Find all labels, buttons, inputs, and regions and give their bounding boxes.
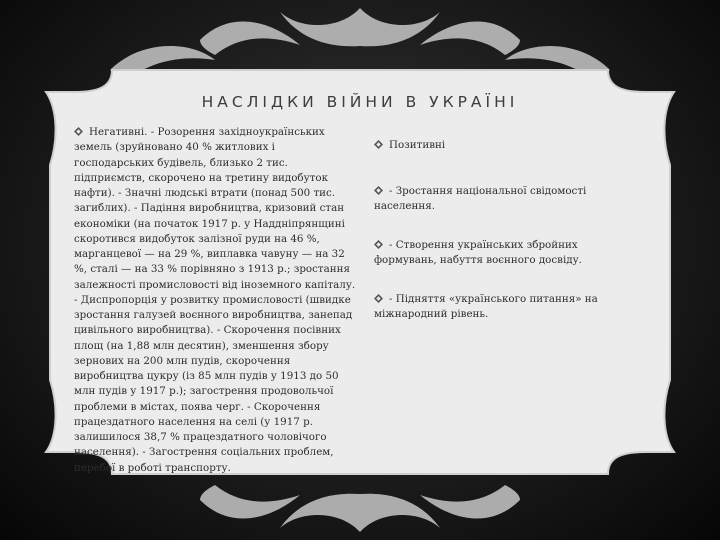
negative-column (74, 125, 356, 476)
positive-item-text: - Підняття «українського питання» на міжнародний рівень. (374, 292, 598, 320)
positive-column (374, 138, 629, 346)
positive-header (374, 138, 629, 154)
negative-label: Негативні. (89, 126, 148, 138)
positive-item-text: - Створення українських збройних формувань, набуття воєнного досвіду. (374, 238, 582, 266)
positive-item (374, 184, 629, 215)
diamond-bullet-icon (374, 186, 383, 195)
negative-text: - Розорення західноукраїнських земель (зруйновано 40 % житлових і господарських будівель, близько 2 тис. підприємств, скорочено на третину видобуток нафти). - Значні людські втрати (понад 500 тис. загиблих). - Падіння виробництва, кризовий стан економіки (на початок 1917 р. у Наддніпрянщині скоротився видобуток залізної руди на 46 %, марганцевої — на 29 %, виплавка чавуну — на 32 %, сталі — на 33 % порівняно з 1913 р.; зростання залежності промисловості від іноземного капіталу. - Диспропорція у розвитку промисловості (швидке зростання галузей воєнного виробництва, занепад цивільного виробництва). - Скорочення посівних площ (на 1,88 млн десятин), зменшення збору зернових на 200 млн пудів, скорочення виробництва цукру (із 85 млн пудів у 1913 до 50 млн пудів у 1917 р.); загострення продовольчої проблеми в містах, поява черг. - Скорочення працездатного населення на селі (у 1917 р. залишилося 38,7 % працездатного чоловічого населення). - Загострення соціальних проблем, перебої в роботі транспорту. (74, 126, 356, 474)
positive-label: Позитивні (389, 139, 446, 151)
diamond-bullet-icon (374, 240, 383, 249)
positive-item (374, 292, 629, 323)
diamond-bullet-icon (374, 140, 383, 149)
positive-item-text: - Зростання національної свідомості населення. (374, 184, 587, 212)
diamond-bullet-icon (74, 127, 83, 136)
diamond-bullet-icon (374, 294, 383, 303)
slide-title: НАСЛІДКИ ВІЙНИ В УКРАЇНІ (201, 93, 519, 111)
positive-item (374, 238, 629, 269)
